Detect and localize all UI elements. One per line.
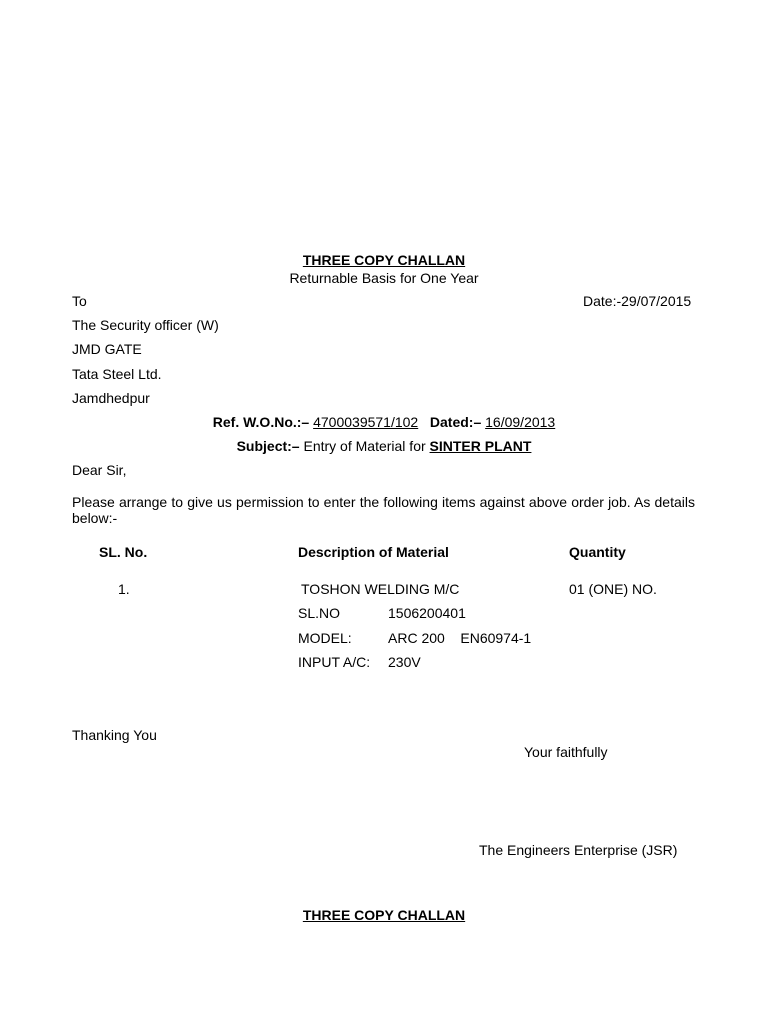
subject-label: Subject:– (236, 438, 300, 454)
detail-label-input: INPUT A/C: (298, 654, 371, 670)
subject-text: Entry of Material for (303, 438, 426, 454)
salutation: Dear Sir, (72, 462, 127, 478)
detail-label-serial: SL.NO (298, 605, 341, 621)
document-title: THREE COPY CHALLAN (302, 252, 466, 268)
footer-title: THREE COPY CHALLAN (302, 907, 466, 923)
ref-label: Ref. W.O.No.:– (212, 414, 310, 430)
row-description: TOSHON WELDING M/C (301, 581, 460, 597)
address-line-2: JMD GATE (72, 341, 142, 357)
date-text: Date:-29/07/2015 (583, 293, 692, 309)
detail-value-model: ARC 200 EN60974-1 (388, 630, 532, 646)
body-paragraph: Please arrange to give us permission to enter the following items against above order job. As details below:- (72, 494, 695, 526)
row-sl-no: 1. (118, 581, 130, 597)
company-name: The Engineers Enterprise (JSR) (479, 842, 678, 858)
header-description: Description of Material (298, 544, 449, 560)
detail-value-input: 230V (388, 654, 421, 670)
document-subtitle: Returnable Basis for One Year (289, 270, 479, 286)
subject-line (0, 438, 768, 454)
address-line-4: Jamdhedpur (72, 390, 150, 406)
thanking-text: Thanking You (72, 727, 157, 743)
header-sl-no: SL. No. (99, 544, 148, 560)
reference-line (0, 414, 768, 430)
ref-dated: 16/09/2013 (485, 414, 556, 430)
detail-value-serial: 1506200401 (388, 605, 466, 621)
subject-plant: SINTER PLANT (429, 438, 532, 454)
closing-text: Your faithfully (524, 744, 608, 760)
row-quantity: 01 (ONE) NO. (569, 581, 657, 597)
ref-number: 4700039571/102 (313, 414, 419, 430)
header-quantity: Quantity (569, 544, 626, 560)
address-line-1: The Security officer (W) (72, 317, 219, 333)
detail-label-model: MODEL: (298, 630, 352, 646)
address-line-3: Tata Steel Ltd. (72, 366, 162, 382)
to-label: To (72, 293, 87, 309)
ref-dated-label: Dated:– (429, 414, 482, 430)
